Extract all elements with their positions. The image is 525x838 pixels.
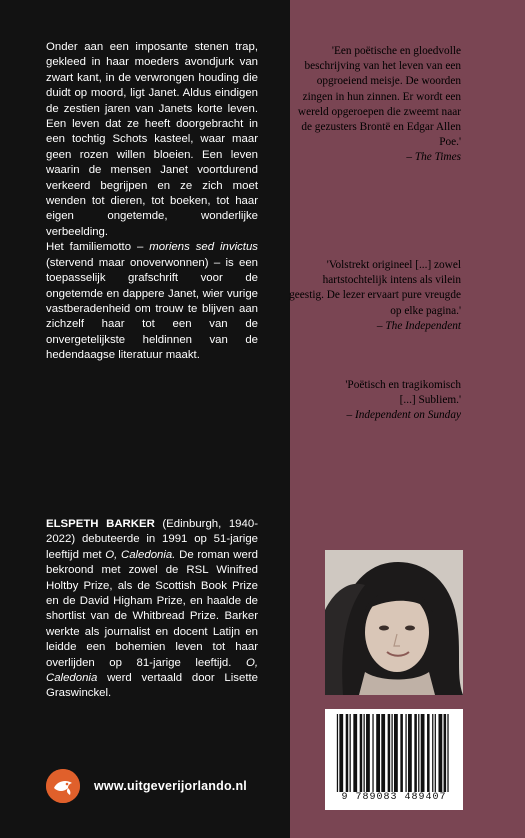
barcode-bar (421, 714, 425, 792)
blurb-p2-start: Het familiemotto – (46, 241, 150, 254)
barcode-bar (339, 714, 343, 792)
quote-source (286, 319, 461, 334)
quote-dash: – (376, 319, 386, 332)
quote-source-name: The Independent (385, 319, 461, 332)
review-quote-the-times (286, 44, 461, 166)
barcode-bar (447, 714, 448, 792)
barcode-bar (337, 714, 338, 792)
review-quote-independent-on-sunday (331, 378, 461, 424)
isbn-barcode (325, 709, 463, 810)
bio-text-a: (Edinburgh, 1940-2022) debuteerde in 1991 op 51-jarige leeftijd met (46, 518, 258, 561)
quote-text: 'Volstrekt origineel [...] zowel hartstochtelijk intens als vilein geestig. De lezer ervaart pure vreugde op elke pagina.' (289, 259, 461, 317)
bio-text-b: De roman werd bekroond met zowel de RSL Winifred Holtby Prize, als de Scottish Book Prize en de David Higham Prize, en haalde de shortlist van de Whitbread Prize. Barker werkte als journalist en docent Latijn en leidde een bohemien leven tot haar overlijden op 81-jarige leeftijd. (46, 548, 258, 669)
book-title: O, Caledonia. (105, 548, 176, 561)
blurb-paragraph-2 (46, 240, 258, 363)
quote-dash: – (406, 151, 415, 164)
barcode-bar (408, 714, 412, 792)
quote-source-name: Independent on Sunday (354, 409, 461, 422)
quote-dash: – (346, 409, 355, 422)
barcode-bar (372, 714, 373, 792)
publisher-website-link[interactable]: www.uitgeverijorlando.nl (94, 779, 247, 793)
barcode-bars (333, 714, 455, 792)
barcode-bar (394, 714, 398, 792)
barcode-bar (353, 714, 357, 792)
barcode-bar (418, 714, 419, 792)
bio-text-c: werd vertaald door Lisette Graswinckel. (46, 672, 258, 700)
family-motto: moriens sed invictus (149, 241, 258, 254)
barcode-bar (364, 714, 365, 792)
barcode-bar (350, 714, 351, 792)
quote-source (286, 150, 461, 165)
barcode-bar (444, 714, 447, 792)
barcode-bar (438, 714, 442, 792)
barcode-bar (381, 714, 385, 792)
barcode-bar (346, 714, 349, 792)
review-quote-the-independent (286, 258, 461, 334)
publisher-footer (46, 768, 276, 804)
book-title-2: O, Caledonia (46, 656, 258, 685)
barcode-bar (405, 714, 406, 792)
barcode-bar (435, 714, 436, 792)
bird-logo-icon (46, 769, 80, 803)
author-name: ELSPETH BARKER (46, 518, 155, 530)
barcode-bar (388, 714, 391, 792)
quote-text: 'Poëtisch en tragikomisch [...] Subliem.' (345, 379, 461, 407)
quote-source (331, 408, 461, 423)
book-blurb (46, 40, 258, 364)
author-photo (325, 550, 463, 695)
barcode-bar (414, 714, 417, 792)
barcode-bar (432, 714, 433, 792)
quote-source-name: The Times (414, 151, 461, 164)
blurb-p2-end: (stervend maar onoverwonnen) – is een toepasselijk grafschrift voor de ongetemde en dappere Janet, wier vurige vastberadenheid om trouw te blijven aan zichzelf haar tot een van de onvergetelijkste heldinnen van de hedendaagse literatuur maakt. (46, 256, 258, 362)
quote-text: 'Een poëtische en gloedvolle beschrijving van het leven van een opgroeiend meisje. De woorden zingen in hun zinnen. Er wordt een wereld opgeroepen die zweemt naar de gezusters Brontë en Edgar Allen Poe.' (297, 45, 461, 149)
blurb-paragraph-1: Onder aan een imposante stenen trap, gekleed in haar moeders avondjurk van zwart kant, in de verwrongen houding die duidt op moord, ligt Janet. Aldus eindigen de zestien jaren van Janets korte leven. Een leven dat ze heeft doorgebracht in een tochtig Schots kasteel, waar maar geen rozen willen bloeien. Een leven waarin de mensen Janet voortdurend verkeerd begrijpen en ze zich moet wenden tot dieren, tot boeken, tot haar eigen ongetemde, wonderlijke verbeelding. (46, 41, 258, 238)
barcode-bar (400, 714, 403, 792)
barcode-bar (376, 714, 380, 792)
author-bio (46, 517, 258, 702)
barcode-bar (391, 714, 392, 792)
barcode-bar (427, 714, 430, 792)
author-bio-text (46, 517, 258, 702)
barcode-bar (366, 714, 370, 792)
isbn-number: 9 789083 489407 (341, 792, 447, 803)
barcode-bar (360, 714, 363, 792)
